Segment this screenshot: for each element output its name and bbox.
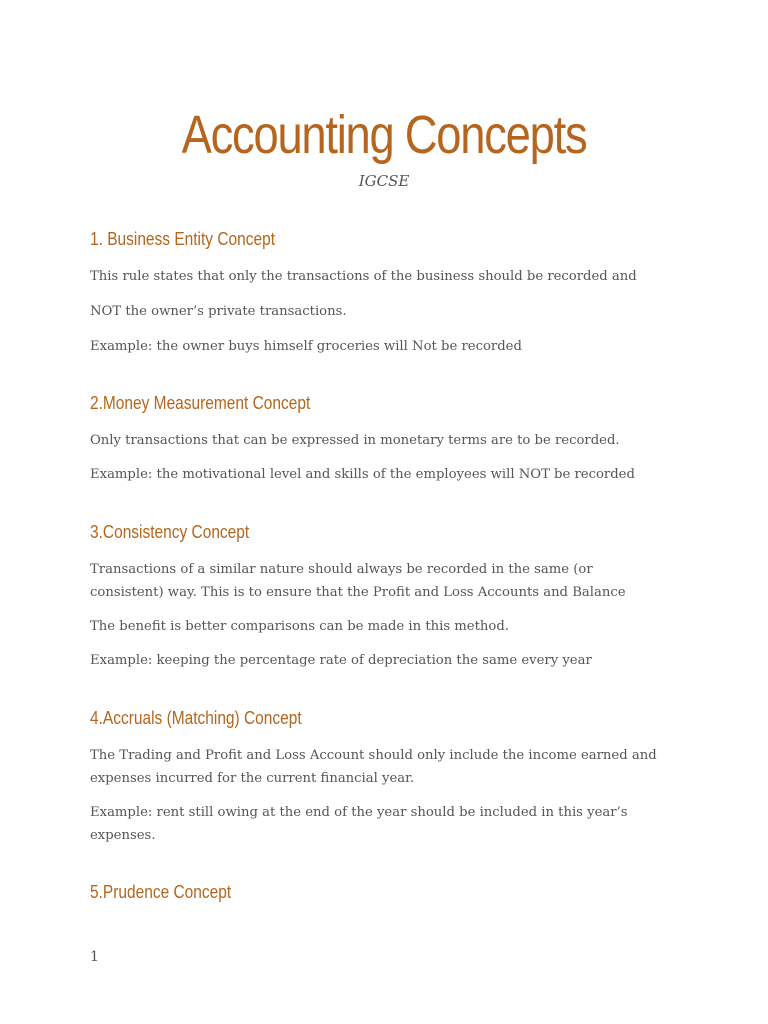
paragraph: Example: the owner buys himself groceries will Not be recorded <box>90 339 522 354</box>
section-heading-business-entity: 1. Business Entity Concept <box>90 229 276 249</box>
section-heading-accruals: 4.Accruals (Matching) Concept <box>90 708 302 728</box>
section-heading-money-measurement: 2.Money Measurement Concept <box>90 393 311 413</box>
paragraph: Only transactions that can be expressed in monetary terms are to be recorded. <box>90 433 620 448</box>
paragraph: This rule states that only the transactions of the business should be recorded and <box>90 269 637 284</box>
paragraph: The benefit is better comparisons can be made in this method. <box>90 619 509 634</box>
document-title: Accounting Concepts <box>181 105 587 165</box>
section-heading-prudence: 5.Prudence Concept <box>90 882 232 902</box>
paragraph: The Trading and Profit and Loss Account should only include the income earned and expenses incurred for the current financial year. <box>90 748 657 786</box>
paragraph: Example: keeping the percentage rate of depreciation the same every year <box>90 653 592 668</box>
paragraph: Example: the motivational level and skills of the employees will NOT be recorded <box>90 467 635 482</box>
document-subtitle: IGCSE <box>358 172 410 190</box>
page-number: 1 <box>90 949 99 965</box>
paragraph: Transactions of a similar nature should always be recorded in the same (or consistent) way. This is to ensure that the Profit and Loss Accounts and Balance <box>90 562 626 600</box>
section-heading-consistency: 3.Consistency Concept <box>90 522 250 542</box>
paragraph: Example: rent still owing at the end of the year should be included in this year’s expenses. <box>90 805 628 843</box>
paragraph: NOT the owner’s private transactions. <box>90 304 347 319</box>
